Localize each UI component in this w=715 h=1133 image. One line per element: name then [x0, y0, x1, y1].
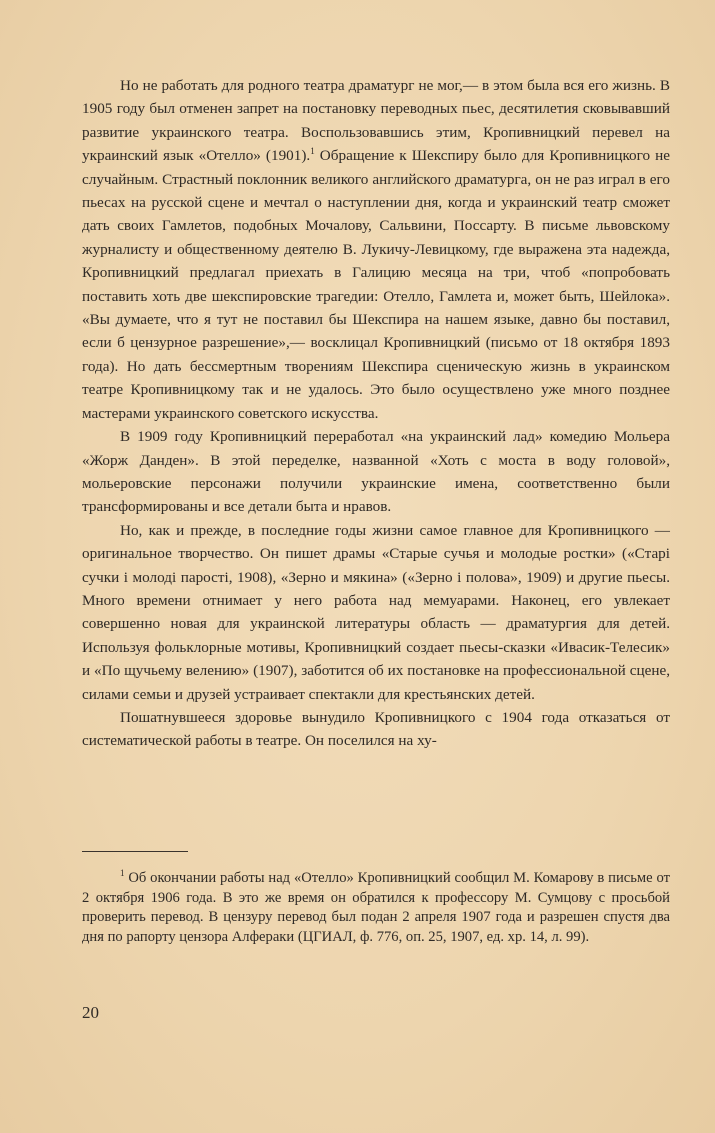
paragraph-1-end: Но дать бессмертным творениям Шекспира сценическую жизнь в украинском театре Кропивницкому так и не удалось. Это было осуществлено уже много позднее мастерами украинского советского искусства.	[82, 357, 671, 422]
paragraph-3: Но, как и прежде, в последние годы жизни самое главное для Кропивницкого — оригинальное творчество. Он пишет драмы «Старые сучья и молодые ростки» («Старі сучки і молоді парості, 1908), «Зерно и мякина» («Зерно і полова», 1909) и другие пьесы. Много времени отнимает у него работа над мемуарами. Наконец, его увлекает совершенно новая для украинской литературы область — драматургия для детей. Используя фольклорные мотивы, Кропивницкий создает пьесы-сказки «Ивасик-Телесик» и «По щучьему велению» (1907), заботится об их постановке на профессиональной сцене, силами семьи и друзей устраивает спектакли для крестьянских детей.	[82, 521, 670, 703]
paragraph-1-text: Но не работать для родного театра драматург не мог,— в этом была вся его жизнь. В 1905 году был отменен запрет на постановку переводных пьес, десятилетия сковывавший развитие украинского театра. Воспользовавшись этим, Кропивницкий перевел на украинский язык «Отелло» (1901).	[82, 77, 670, 165]
main-text	[82, 74, 670, 753]
footnote-marker: 1	[120, 868, 125, 879]
paragraph-1	[82, 74, 670, 425]
paragraph-2: В 1909 году Кропивницкий переработал «на украинский лад» комедию Мольера «Жорж Данден». В этой переделке, названной «Хоть с моста в воду головой», мольеровские персонажи получили украинские имена, соответственно были трансформированы и все детали быта и нравов.	[82, 428, 670, 516]
footnote-text: Об окончании работы над «Отелло» Кропивницкий сообщил М. Комарову в письме от 2 октября 1906 года. В это же время он обратился к профессору М. Сумцову с просьбой проверить перевод. В цензуру перевод был подан 2 апреля 1907 года и разрешен спустя два дня по рапорту цензора Алфераки (ЦГИАЛ, ф. 776, оп. 25, 1907, ед. хр. 14, л. 99).	[82, 870, 670, 945]
footnote	[82, 869, 670, 947]
footnote-reference: 1	[310, 146, 315, 157]
paragraph-4: Пошатнувшееся здоровье вынудило Кропивницкого с 1904 года отказаться от систематической работы в театре. Он поселился на ху-	[82, 708, 670, 750]
footnote-divider	[82, 851, 188, 852]
paragraph-1-continuation: Обращение к Шекспиру было для Кропивницкого не случайным. Страстный поклонник великого английского драматурга, он не раз играл в его пьесах на русской сцене и мечтал о наступлении дня, когда и украинский театр сможет дать своих Гамлетов, подобных Мочалову, Сальвини, Поссарту. В письме львовскому журналисту и общественному деятелю В. Лукичу-Левицкому, где выражена эта надежда, Кропивницкий предлагал приехать в Галицию месяца на три, чтоб «попробовать поставить хоть две шекспировские трагедии: Отелло, Гамлета и, может быть, Шейлока». «Вы думаете, что я тут не поставил бы Шекспира на нашем языке, давно бы поставил, если б цензурное разрешение»,— восклицал Кропивницкий (письмо от 18 октября 1893 года).	[82, 147, 671, 375]
page-number: 20	[82, 1003, 99, 1022]
